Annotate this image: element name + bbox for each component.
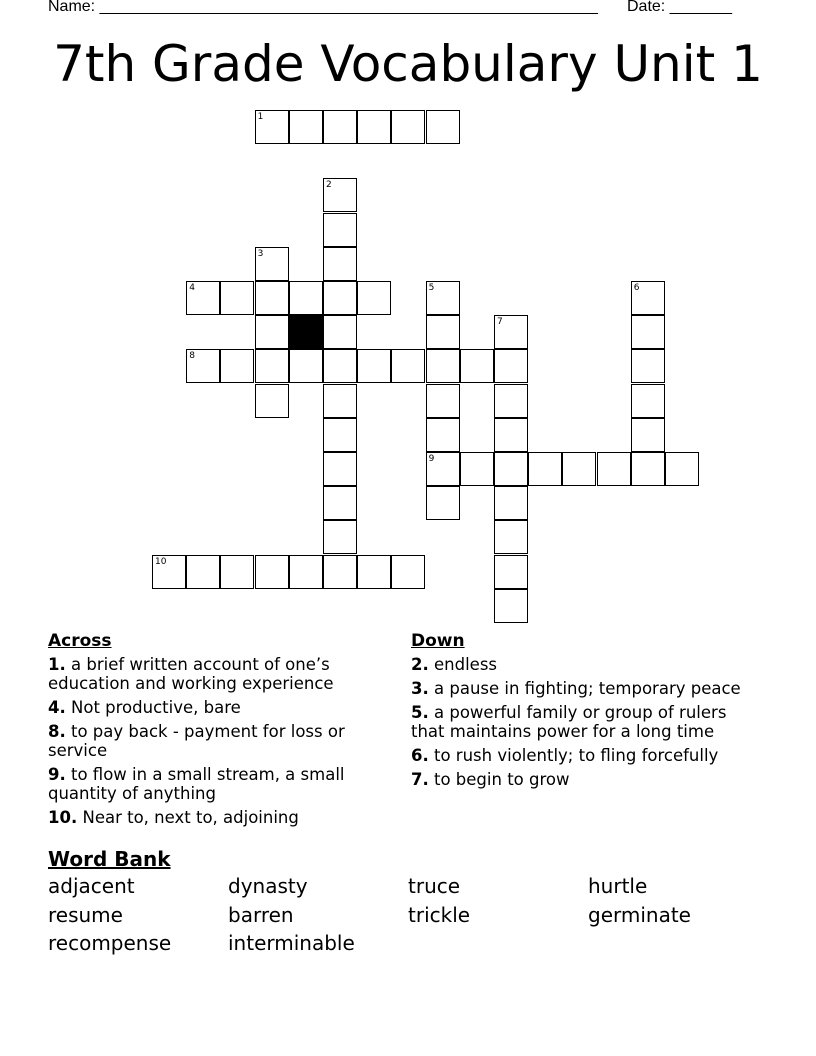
clue-number-10: 10 [155, 556, 167, 567]
crossword-cell[interactable] [323, 520, 357, 554]
across-heading: Across [48, 631, 112, 651]
word-bank-item: resume [48, 902, 123, 927]
clue-across-9: 9. to flow in a small stream, a small quantity of anything [48, 765, 345, 803]
crossword-cell[interactable] [494, 349, 528, 383]
crossword-cell[interactable] [494, 486, 528, 520]
crossword-cell[interactable] [186, 555, 220, 589]
crossword-cell[interactable] [494, 418, 528, 452]
word-bank-item: truce [408, 874, 461, 898]
crossword-cell[interactable] [255, 555, 289, 589]
word-bank-item: barren [228, 902, 294, 927]
crossword-cell[interactable] [426, 486, 460, 520]
crossword-cell[interactable] [357, 349, 391, 383]
crossword-cell[interactable] [220, 555, 254, 589]
clue-number-1: 1 [257, 112, 264, 122]
crossword-cell[interactable] [255, 281, 289, 315]
name-field-label: Name: ________________________________________________________ [48, 0, 598, 15]
word-bank-item: interminable [228, 931, 355, 955]
crossword-cell[interactable] [631, 384, 665, 418]
word-bank-item: dynasty [228, 874, 308, 898]
crossword-cell[interactable] [357, 110, 391, 144]
crossword-cell[interactable] [460, 349, 494, 383]
crossword-cell[interactable] [426, 110, 460, 144]
crossword-cell[interactable] [460, 452, 494, 486]
crossword-cell[interactable] [562, 452, 596, 486]
crossword-cell[interactable] [665, 452, 699, 486]
crossword-cell[interactable] [289, 555, 323, 589]
crossword-cell[interactable] [323, 486, 357, 520]
word-bank-item: hurtle [588, 874, 648, 898]
crossword-cell[interactable] [323, 349, 357, 383]
clue-down-7: 7. to begin to grow [411, 770, 570, 789]
crossword-cell[interactable] [323, 315, 357, 349]
clue-down-5: 5. a powerful family or group of rulers that maintains power for a long time [411, 703, 727, 741]
clue-number-8: 8 [189, 351, 195, 362]
word-bank [48, 872, 768, 958]
page-title: 7th Grade Vocabulary Unit 1 [53, 35, 763, 93]
clue-number-6: 6 [633, 283, 640, 293]
crossword-cell[interactable] [494, 520, 528, 554]
crossword-cell[interactable] [391, 349, 425, 383]
clue-number-9: 9 [428, 454, 435, 464]
crossword-cell[interactable] [426, 418, 460, 452]
crossword-cell[interactable] [323, 213, 357, 247]
word-bank-item: adjacent [48, 874, 135, 898]
crossword-cell[interactable] [631, 349, 665, 383]
crossword-cell[interactable] [391, 110, 425, 144]
crossword-cell[interactable] [426, 349, 460, 383]
clue-number-4: 4 [189, 283, 195, 293]
word-bank-item: trickle [408, 902, 471, 927]
clue-across-1: 1. a brief written account of one’s education and working experience [48, 655, 334, 693]
date-field-label: Date: _______ [627, 0, 732, 15]
crossword-cell[interactable] [220, 349, 254, 383]
clue-across-8: 8. to pay back - payment for loss or service [48, 722, 345, 760]
crossword-cell[interactable] [391, 555, 425, 589]
crossword-cell[interactable] [289, 110, 323, 144]
clue-number-2: 2 [326, 180, 332, 191]
crossword-cell[interactable] [357, 555, 391, 589]
crossword-cell[interactable] [323, 452, 357, 486]
clue-number-3: 3 [257, 248, 264, 259]
crossword-cell[interactable] [255, 384, 289, 418]
crossword-cell[interactable] [426, 315, 460, 349]
crossword-cell[interactable] [494, 384, 528, 418]
crossword-cell[interactable] [255, 349, 289, 383]
black-square [289, 315, 323, 349]
word-bank-heading: Word Bank [48, 847, 171, 871]
clue-down-6: 6. to rush violently; to fling forcefully [411, 746, 719, 765]
crossword-cell[interactable] [323, 418, 357, 452]
crossword-cell[interactable] [357, 281, 391, 315]
crossword-cell[interactable] [631, 315, 665, 349]
crossword-cell[interactable] [323, 555, 357, 589]
down-heading: Down [411, 631, 465, 651]
crossword-cell[interactable] [323, 247, 357, 281]
across-clues [48, 655, 378, 832]
crossword-cell[interactable] [255, 315, 289, 349]
down-clues [411, 655, 761, 794]
crossword-cell[interactable] [323, 281, 357, 315]
clue-number-7: 7 [497, 317, 503, 328]
word-bank-item: germinate [588, 902, 691, 927]
clue-across-4: 4. Not productive, bare [48, 698, 241, 717]
crossword-cell[interactable] [494, 589, 528, 623]
crossword-cell[interactable] [323, 384, 357, 418]
crossword-cell[interactable] [494, 452, 528, 486]
crossword-cell[interactable] [528, 452, 562, 486]
crossword-cell[interactable] [597, 452, 631, 486]
crossword-cell[interactable] [426, 384, 460, 418]
crossword-cell[interactable] [631, 452, 665, 486]
crossword-cell[interactable] [289, 349, 323, 383]
crossword-cell[interactable] [631, 418, 665, 452]
word-bank-item: recompense [48, 931, 172, 955]
clue-number-5: 5 [428, 283, 435, 293]
crossword-cell[interactable] [220, 281, 254, 315]
clue-across-10: 10. Near to, next to, adjoining [48, 808, 299, 827]
clue-down-2: 2. endless [411, 655, 498, 674]
crossword-cell[interactable] [289, 281, 323, 315]
clue-down-3: 3. a pause in fighting; temporary peace [411, 679, 741, 698]
crossword-cell[interactable] [323, 110, 357, 144]
crossword-cell[interactable] [494, 555, 528, 589]
